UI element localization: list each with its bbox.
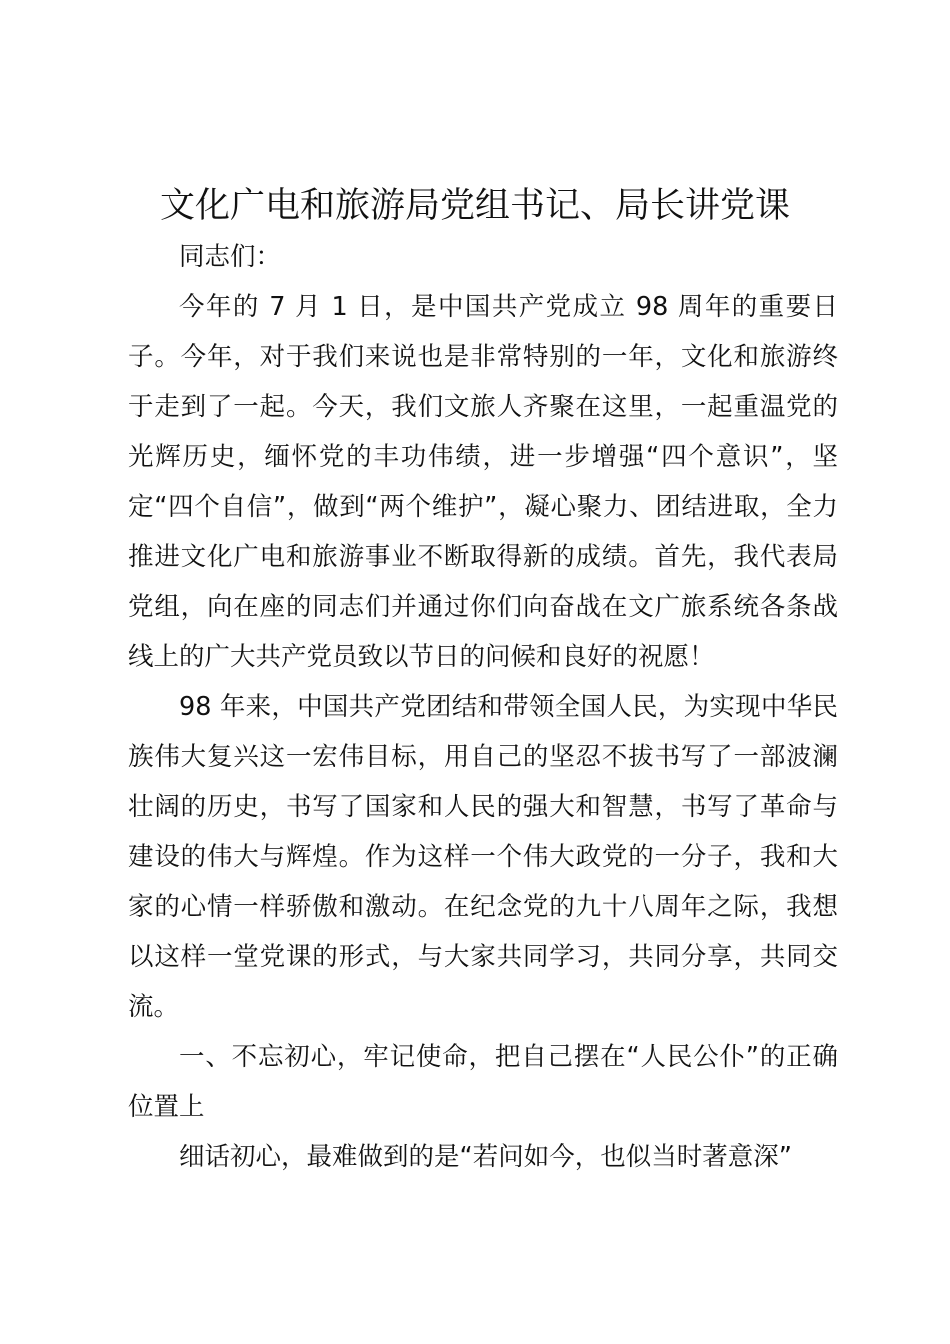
paragraph-1: 今年的 7 月 1 日，是中国共产党成立 98 周年的重要日子。今年，对于我们来说也是非常特别的一年，文化和旅游终于走到了一起。今天，我们文旅人齐聚在这里，一起重温党的光辉历史，缅怀党的丰功伟绩，进一步增强“四个意识”，坚定“四个自信”，做到“两个维护”，凝心聚力、团结进取，全力推进文化广电和旅游事业不断取得新的成绩。首先，我代表局党组，向在座的同志们并通过你们向奋战在文广旅系统各条战线上的广大共产党员致以节日的问候和良好的祝愿！ [128,292,838,672]
paragraph-3: 细话初心，最难做到的是“若问如今，也似当时著意深” [179,1142,792,1172]
paragraph-2: 98 年来，中国共产党团结和带领全国人民，为实现中华民族伟大复兴这一宏伟目标，用自己的坚忍不拔书写了一部波澜壮阔的历史，书写了国家和人民的强大和智慧，书写了革命与建设的伟大与辉煌。作为这样一个伟大政党的一分子，我和大家的心情一样骄傲和激动。在纪念党的九十八周年之际，我想以这样一堂党课的形式，与大家共同学习，共同分享，共同交流。 [128,692,838,1022]
document-body [128,232,838,1182]
section-heading: 一、不忘初心，牢记使命，把自己摆在“人民公仆”的正确位置上 [128,1042,838,1122]
document-title: 文化广电和旅游局党组书记、局长讲党课 [159,186,790,226]
greeting: 同志们： [179,242,282,272]
